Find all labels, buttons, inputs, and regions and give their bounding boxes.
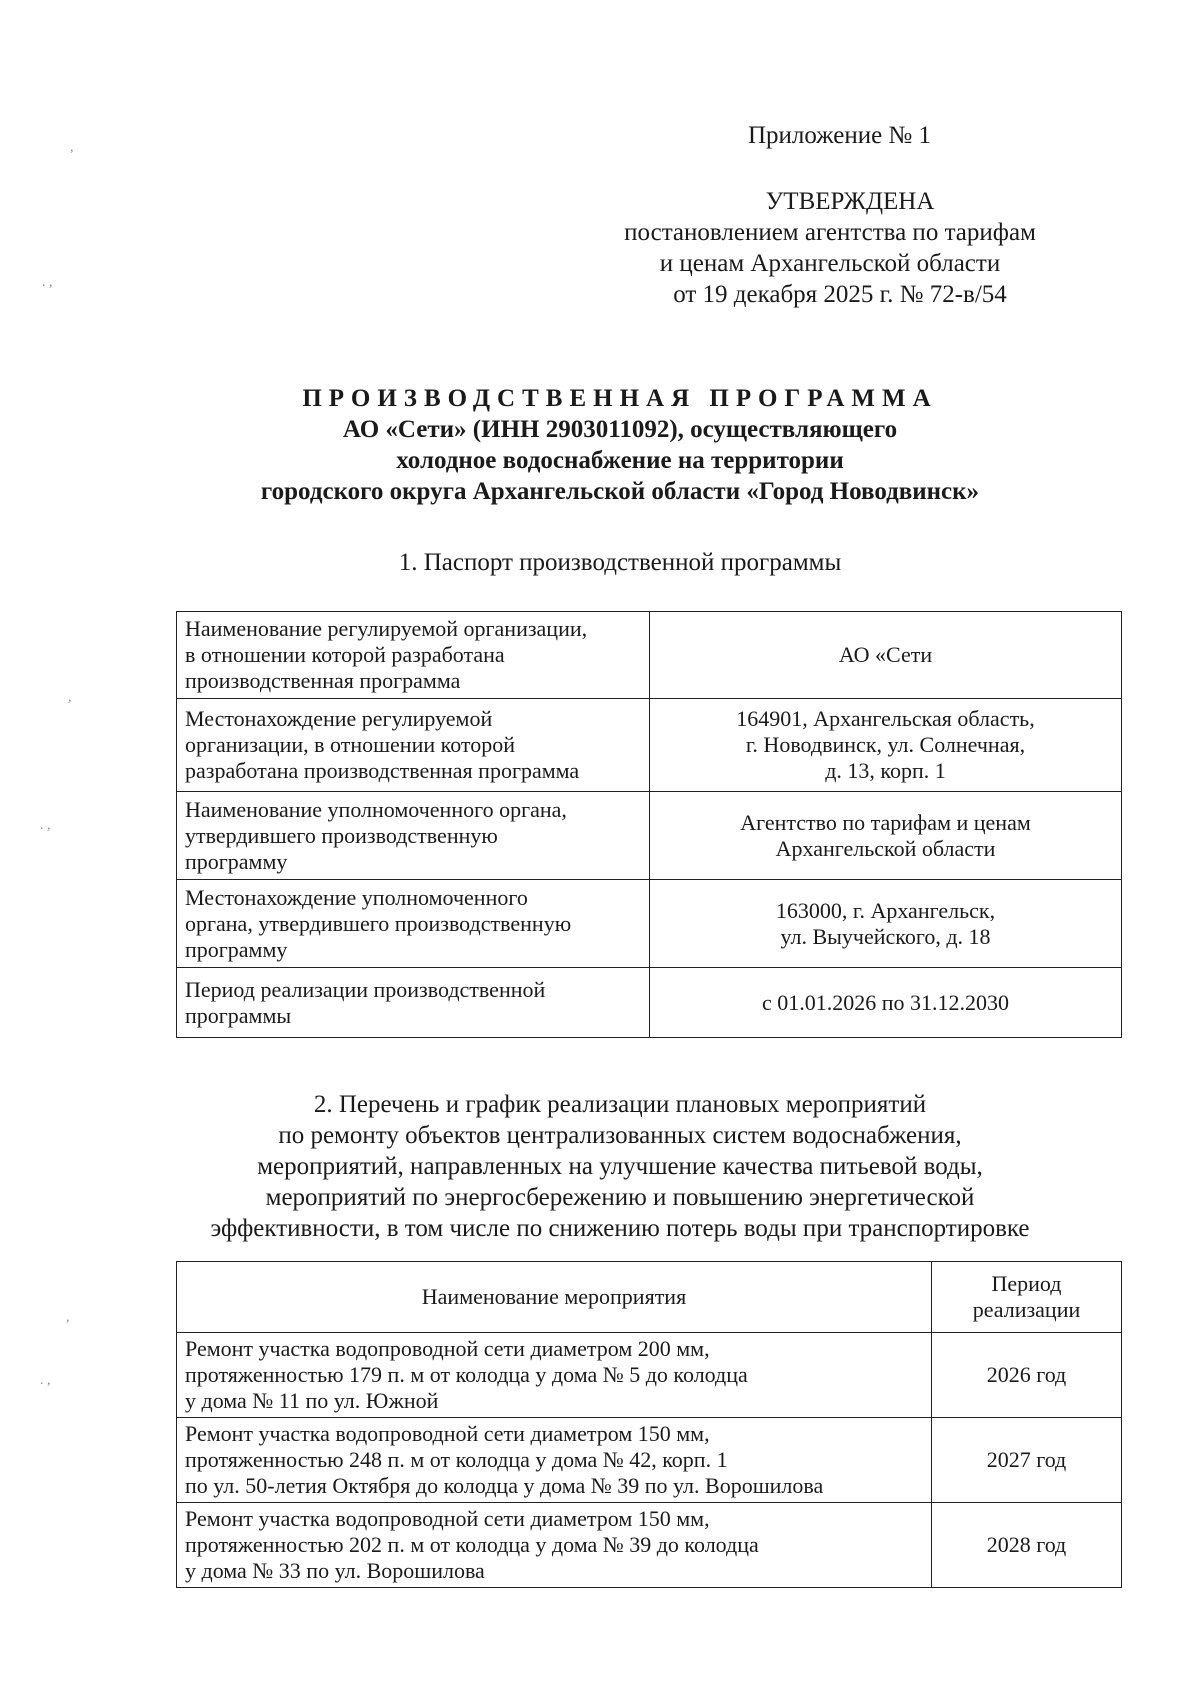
scan-speck: . , <box>40 1373 51 1388</box>
passport-value: 163000, г. Архангельск, ул. Выучейского, д. 18 <box>650 880 1122 968</box>
passport-label: Период реализации производственной программы <box>177 968 650 1038</box>
section1-heading-text: 1. Паспорт производственной программы <box>398 549 842 576</box>
scan-speck: , <box>66 1310 70 1325</box>
passport-value: АО «Сети <box>650 612 1122 699</box>
approved-word: УТВЕРЖДЕНА <box>765 188 935 215</box>
event-name: Ремонт участка водопроводной сети диаметром 150 мм, протяженностью 202 п. м от колодца у дома № 39 до колодца у дома № 33 по ул. Ворошилова <box>177 1503 932 1588</box>
section2-heading-line4: мероприятий по энергосбережению и повышению энергетической <box>265 1184 975 1211</box>
table-row <box>177 880 1122 968</box>
passport-label: Наименование регулируемой организации, в отношении которой разработана производственная программа <box>177 612 650 699</box>
document-title <box>120 383 1120 507</box>
table-row <box>177 699 1122 792</box>
events-table <box>176 1261 1122 1588</box>
table-row <box>177 612 1122 699</box>
passport-value: Агентство по тарифам и ценам Архангельской области <box>650 792 1122 880</box>
section2-heading-line1: 2. Перечень и график реализации плановых мероприятий <box>313 1091 927 1118</box>
title-line-3: холодное водоснабжение на территории <box>396 447 844 474</box>
passport-label: Наименование уполномоченного органа, утвердившего производственную программу <box>177 792 650 880</box>
passport-label: Местонахождение регулируемой организации, в отношении которой разработана производственная программа <box>177 699 650 792</box>
section2-heading-line3: мероприятий, направленных на улучшение качества питьевой воды, <box>257 1153 983 1180</box>
section2-heading-line5: эффективности, в том числе по снижению потерь воды при транспортировке <box>210 1215 1030 1242</box>
table-row <box>177 792 1122 880</box>
table-row <box>177 1333 1122 1418</box>
passport-table <box>176 611 1122 1038</box>
passport-label: Местонахождение уполномоченного органа, утвердившего производственную программу <box>177 880 650 968</box>
table-header-row <box>177 1262 1122 1333</box>
approved-by-line1: постановлением агентства по тарифам <box>624 219 1036 246</box>
event-period: 2027 год <box>932 1418 1122 1503</box>
table-row <box>177 1418 1122 1503</box>
passport-value: с 01.01.2026 по 31.12.2030 <box>650 968 1122 1038</box>
event-period: 2028 год <box>932 1503 1122 1588</box>
title-line-4: городского округа Архангельской области «Город Новодвинск» <box>260 478 980 505</box>
title-line-1: ПРОИЗВОДСТВЕННАЯ ПРОГРАММА <box>302 385 938 412</box>
section1-heading <box>120 547 1120 578</box>
event-name: Ремонт участка водопроводной сети диаметром 200 мм, протяженностью 179 п. м от колодца у дома № 5 до колодца у дома № 11 по ул. Южной <box>177 1333 932 1418</box>
passport-value: 164901, Архангельская область, г. Новодвинск, ул. Солнечная, д. 13, корп. 1 <box>650 699 1122 792</box>
approval-stamp <box>560 186 1100 310</box>
scan-speck: , <box>70 140 74 155</box>
scan-speck: . , <box>42 275 53 290</box>
table-row <box>177 1503 1122 1588</box>
section2-heading <box>120 1089 1120 1244</box>
scan-speck: , <box>68 690 72 705</box>
col-header-name: Наименование мероприятия <box>177 1262 932 1333</box>
section2-heading-line2: по ремонту объектов централизованных систем водоснабжения, <box>278 1122 962 1149</box>
approved-by-line2: и ценам Архангельской области <box>659 250 1001 277</box>
event-name: Ремонт участка водопроводной сети диаметром 150 мм, протяженностью 248 п. м от колодца у дома № 42, корп. 1 по ул. 50-летия Октября до колодца у дома № 39 по ул. Ворошилова <box>177 1418 932 1503</box>
table-row <box>177 968 1122 1038</box>
appendix-label: Приложение № 1 <box>748 122 932 149</box>
event-period: 2026 год <box>932 1333 1122 1418</box>
scan-speck: . , <box>40 818 51 833</box>
col-header-period: Период реализации <box>932 1262 1122 1333</box>
title-line-2: АО «Сети» (ИНН 2903011092), осуществляющего <box>342 416 898 443</box>
approved-date: от 19 декабря 2025 г. № 72-в/54 <box>673 281 1007 308</box>
